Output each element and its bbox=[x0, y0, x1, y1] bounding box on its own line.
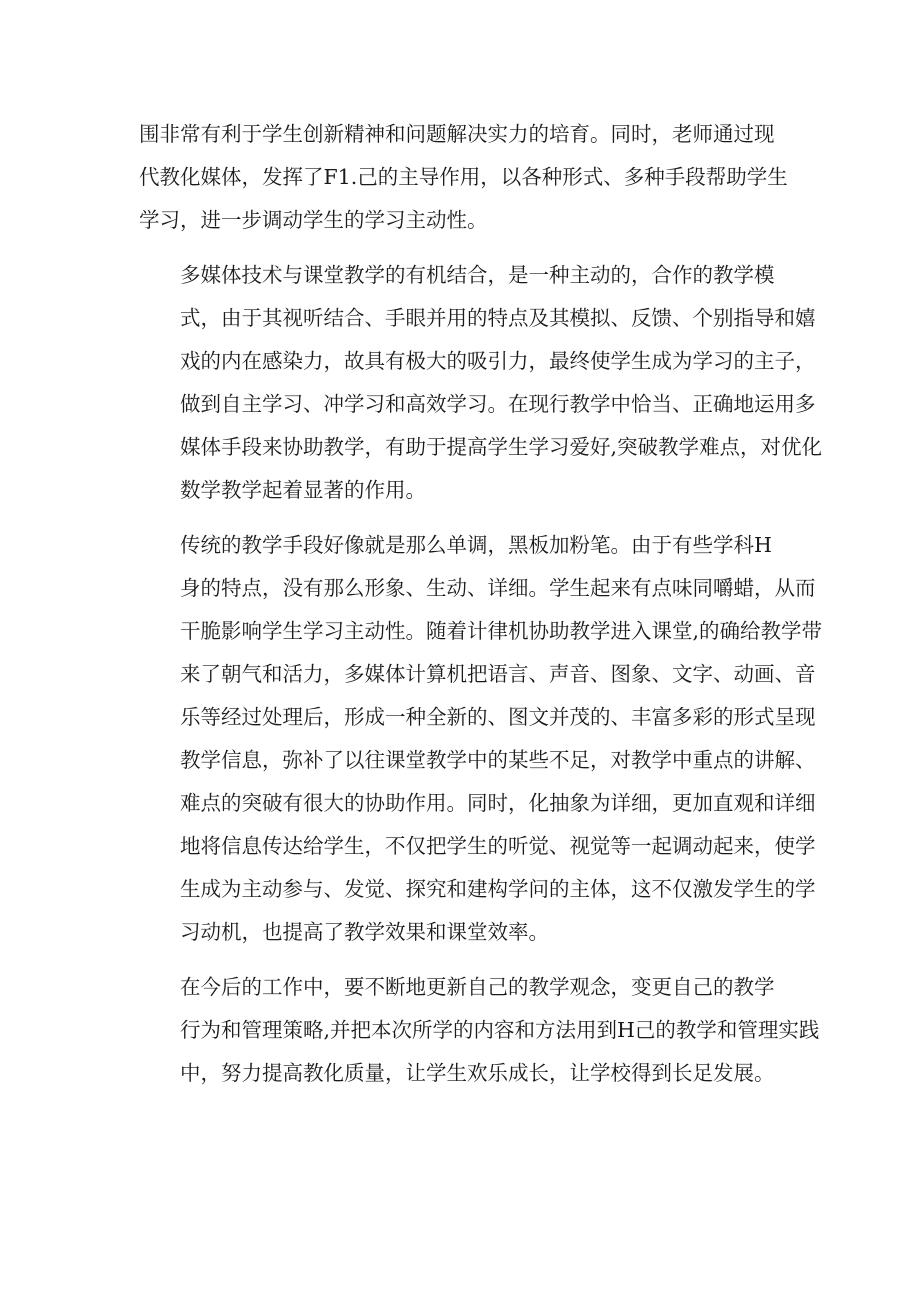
text-line: 难点的突破有很大的协助作用。同时，化抽象为详细，更加直观和详细 bbox=[180, 791, 816, 815]
text-line: 来了朝气和活力，多媒体计算机把语言、声音、图象、文字、动画、音 bbox=[180, 662, 816, 686]
text-line: 数学教学起着显著的作用。 bbox=[180, 478, 426, 502]
text-line: 在今后的工作中，要不断地更新自己的教学观念，变更自己的教学 bbox=[180, 975, 775, 999]
paragraph-3 bbox=[139, 524, 823, 954]
text-line: 传统的教学手段好像就是那么单调，黑板加粉笔。由于有些学科H bbox=[180, 533, 772, 557]
text-line: 学习，进一步调动学生的学习主动性。 bbox=[139, 208, 488, 232]
text-line: 教学信息，弥补了以往课堂教学中的某些不足，对教学中重点的讲解、 bbox=[180, 748, 816, 772]
text-line: 习动机，也提高了教学效果和课堂效率。 bbox=[180, 920, 549, 944]
text-line: 乐等经过处理后，形成一种全新的、图文并茂的、丰富多彩的形式呈现 bbox=[180, 705, 816, 729]
text-line: 式，由于其视听结合、手眼并用的特点及其模拟、反馈、个别指导和嬉 bbox=[180, 306, 816, 330]
text-line: 行为和管理策略,并把本次所学的内容和方法用到H己的教学和管理实践 bbox=[180, 1018, 820, 1042]
text-line: 围非常有利于学生创新精神和问题解决实力的培育。同时，老师通过现 bbox=[139, 122, 775, 146]
text-line: 媒体手段来协助教学，有助于提高学生学习爱好,突破教学难点，对优化 bbox=[180, 435, 823, 459]
document-body bbox=[139, 113, 823, 1095]
text-line: 生成为主动参与、发觉、探究和建构学问的主体，这不仅激发学生的学 bbox=[180, 877, 816, 901]
paragraph-2 bbox=[139, 254, 823, 512]
paragraph-1 bbox=[139, 113, 788, 242]
paragraph-4 bbox=[139, 966, 820, 1095]
text-line: 做到自主学习、冲学习和高效学习。在现行教学中恰当、正确地运用多 bbox=[180, 392, 816, 416]
text-line: 干脆影响学生学习主动性。随着计律机协助教学进入课堂,的确给教学带 bbox=[180, 619, 823, 643]
text-line: 代教化媒体，发挥了F1.己的主导作用，以各种形式、多种手段帮助学生 bbox=[139, 165, 788, 189]
text-line: 身的特点，没有那么形象、生动、详细。学生起来有点味同嚼蜡，从而 bbox=[180, 576, 816, 600]
text-line: 多媒体技术与课堂教学的有机结合，是一种主动的，合作的教学模 bbox=[180, 263, 775, 287]
text-line: 中，努力提高教化质量，让学生欢乐成长，让学校得到长足发展。 bbox=[180, 1061, 775, 1085]
text-line: 戏的内在感染力，故具有极大的吸引力，最终使学生成为学习的主子， bbox=[180, 349, 816, 373]
text-line: 地将信息传达给学生，不仅把学生的听觉、视觉等一起调动起来，使学 bbox=[180, 834, 816, 858]
